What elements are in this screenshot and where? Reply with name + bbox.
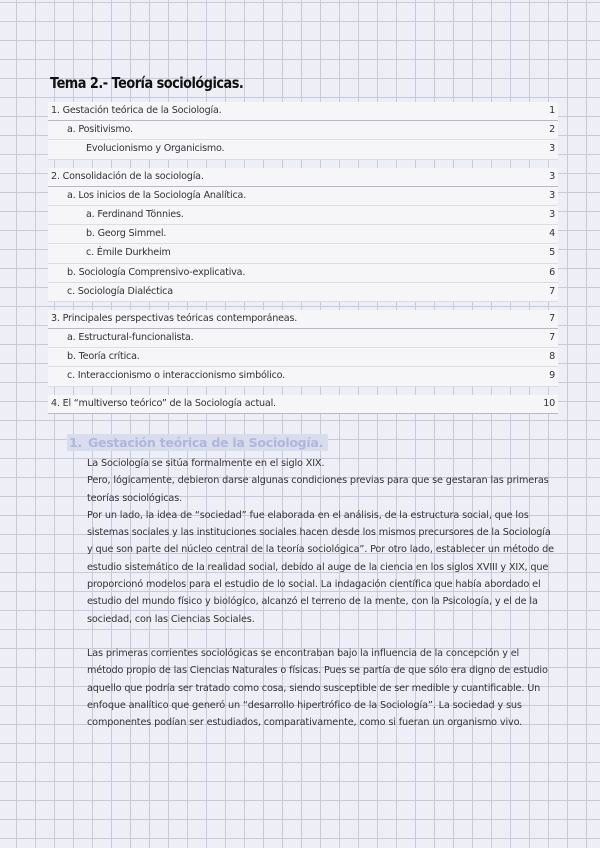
- toc-entry-page: 6: [549, 266, 555, 278]
- toc-entry-label: Evolucionismo y Organicismo.: [86, 143, 225, 155]
- toc-entry[interactable]: [48, 329, 558, 348]
- toc-entry-page: 10: [543, 397, 555, 409]
- toc-entry-label: a. Positivismo.: [67, 124, 133, 136]
- toc-group: [48, 310, 558, 387]
- toc-entry-label: 2. Consolidación de la sociología.: [51, 170, 204, 182]
- toc-entry-page: 2: [549, 124, 555, 136]
- toc-entry[interactable]: [48, 310, 558, 329]
- toc-entry[interactable]: [48, 283, 558, 302]
- toc-entry-page: 4: [549, 228, 555, 240]
- toc-entry-label: c. Émile Durkheim: [86, 247, 171, 259]
- toc-entry-label: a. Ferdinand Tönnies.: [86, 208, 184, 220]
- toc-entry-page: 5: [549, 247, 555, 259]
- toc-entry-label: 4. El “multiverso teórico” de la Sociología actual.: [51, 397, 276, 409]
- toc-entry[interactable]: [48, 348, 558, 367]
- toc-group: [48, 395, 558, 414]
- document-title: Tema 2.- Teoría sociológicas.: [50, 74, 244, 92]
- toc-entry-page: 7: [549, 285, 555, 297]
- section-number: 1.: [69, 435, 82, 450]
- section-heading: [67, 434, 328, 451]
- toc-entry-page: 3: [549, 189, 555, 201]
- toc-entry-page: 3: [549, 143, 555, 155]
- toc-entry-label: a. Los inicios de la Sociología Analítica.: [67, 189, 247, 201]
- toc-entry[interactable]: [48, 140, 558, 159]
- toc-entry-label: a. Estructural-funcionalista.: [67, 332, 194, 344]
- toc-entry-page: 3: [549, 208, 555, 220]
- toc-entry-page: 8: [549, 351, 555, 363]
- toc-entry-page: 9: [549, 370, 555, 382]
- toc-entry[interactable]: [48, 121, 558, 140]
- toc-entry-page: 7: [549, 312, 555, 324]
- toc-entry[interactable]: [48, 264, 558, 283]
- paragraph: Pero, lógicamente, debieron darse algunas condiciones previas para que se gestaran las primeras teorías sociológicas.: [87, 475, 549, 504]
- toc-entry-label: c. Interaccionismo o interaccionismo simbólico.: [67, 370, 286, 382]
- toc-group: [48, 168, 558, 302]
- toc-entry[interactable]: [48, 206, 558, 225]
- table-of-contents: [48, 102, 558, 422]
- toc-entry-page: 1: [549, 105, 555, 116]
- toc-entry[interactable]: [48, 395, 558, 414]
- toc-entry[interactable]: [48, 187, 558, 206]
- toc-entry[interactable]: [48, 168, 558, 187]
- toc-entry-label: b. Sociología Comprensivo-explicativa.: [67, 266, 246, 278]
- toc-entry[interactable]: [48, 244, 558, 263]
- toc-entry[interactable]: [48, 102, 558, 121]
- toc-entry-label: 1. Gestación teórica de la Sociología.: [51, 105, 222, 116]
- toc-entry[interactable]: [48, 367, 558, 386]
- section-body: [67, 455, 557, 731]
- paragraph: Por un lado, la idea de “sociedad” fue elaborada en el análisis, de la estructura social, que los sistemas sociales y las instituciones sociales hacen desde los mismos precursores de la Sociología y que son parte del núcleo central de la teoría sociológica”. Por otro lado, establecer un método de estudio sistemático de la realidad social, debido al auge de la ciencia en los siglos XVIII y XIX, que proporcionó modelos para el estudio de lo social. La indagación científica que había abordado el estudio del mundo físico y biológico, alcanzó el terreno de la mente, con la Psicología, y el de la sociedad, con las Ciencias Sociales.: [87, 509, 554, 625]
- toc-entry-label: b. Teoría crítica.: [67, 351, 140, 363]
- section-1: [67, 432, 557, 731]
- toc-entry-page: 3: [549, 170, 555, 182]
- toc-entry-page: 7: [549, 332, 555, 344]
- toc-entry-label: b. Georg Simmel.: [86, 228, 167, 240]
- toc-entry-label: 3. Principales perspectivas teóricas contemporáneas.: [51, 312, 298, 324]
- toc-entry[interactable]: [48, 225, 558, 244]
- toc-group: [48, 102, 558, 160]
- paragraph: La Sociología se sitúa formalmente en el siglo XIX.: [87, 458, 325, 469]
- section-heading-text: Gestación teórica de la Sociología.: [87, 435, 324, 450]
- toc-entry-label: c. Sociología Dialéctica: [67, 285, 173, 297]
- paragraph: Las primeras corrientes sociológicas se encontraban bajo la influencia de la concepción y el método propio de las Ciencias Naturales o físicas. Pues se partía de que sólo era digno de estudio aquello que podría ser tratado como cosa, siendo susceptible de ser medible y cuantificable. Un enfoque analítico que generó un “desarrollo hipertrófico de la Sociología”. La sociedad y sus componentes podían ser estudiados, comparativamente, como si fueran un organismo vivo.: [87, 647, 548, 729]
